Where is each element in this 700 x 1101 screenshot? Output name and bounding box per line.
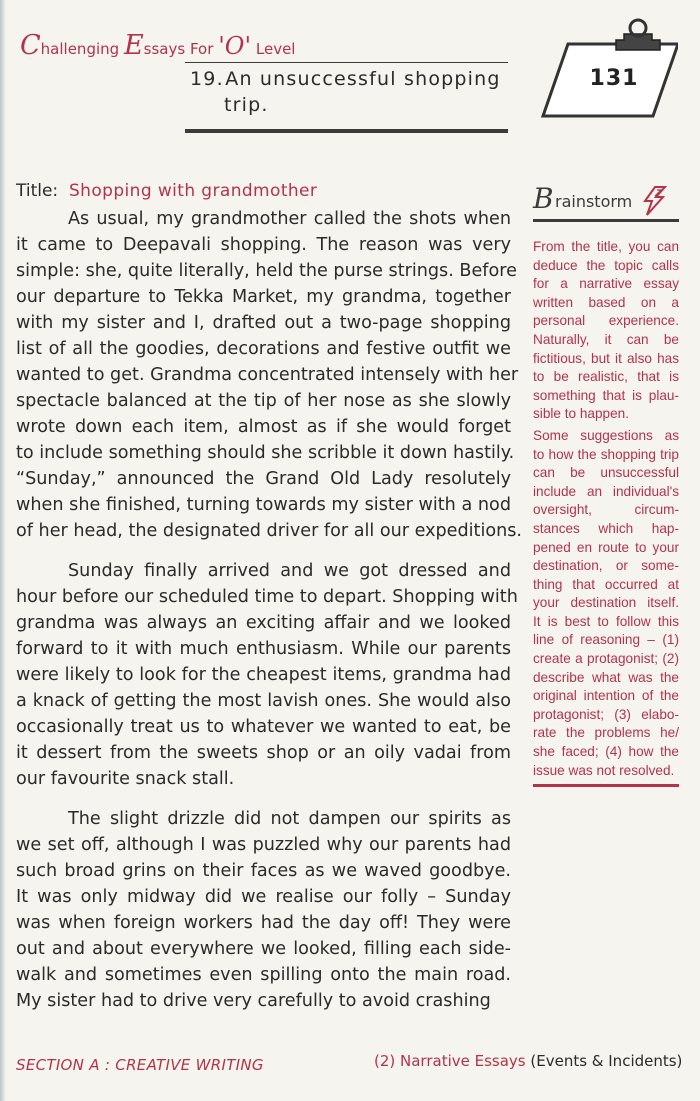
brainstorm-line: describe what was the <box>533 669 679 685</box>
brainstorm-heading <box>533 182 679 220</box>
footer-category <box>374 1052 682 1070</box>
brainstorm-line: written based on a <box>533 294 679 310</box>
brainstorm-paragraph-1 <box>533 238 679 424</box>
brainstorm-line: issue was not resolved. <box>533 762 675 778</box>
text-line: list of all the goodies, decorations and festive outfit we <box>16 339 511 359</box>
footer-category-rest: (Events & Incidents) <box>530 1052 683 1070</box>
text-line: it dessert from the sweets shop or an oily vadai from <box>16 743 511 763</box>
text-line: a knack of getting the most lavish ones. She would also <box>16 691 511 711</box>
text-line: “Sunday,” announced the Grand Old Lady resolutely <box>16 469 511 489</box>
brainstorm-line: rate the problems he/ <box>533 725 679 741</box>
essay-heading <box>190 66 508 118</box>
brainstorm-line: Some suggestions as <box>533 427 679 443</box>
text-line: hour before our scheduled time to depart. Shopping with <box>16 587 518 607</box>
brainstorm-line: protagonist; (3) elabo- <box>533 706 679 722</box>
essay-title-line2: trip. <box>224 94 269 116</box>
brainstorm-line: something that is plau- <box>533 387 679 403</box>
paragraph-1 <box>16 206 523 544</box>
book-title-quote-close: ' <box>244 32 252 60</box>
brainstorm-heading-rest: rainstorm <box>555 192 633 211</box>
book-title <box>20 30 295 61</box>
brainstorm-line: It is best to follow this <box>533 613 679 629</box>
text-line: we set off, although I was puzzled why our parents had <box>16 835 511 855</box>
text-line: our favourite snack stall. <box>16 769 235 789</box>
text-line: As usual, my grandmother called the shots when <box>68 209 511 229</box>
book-title-quote-open: ' <box>218 32 225 60</box>
text-line: Sunday finally arrived and we got dressed and <box>68 561 511 581</box>
text-line: spectacle balanced at the tip of her nose as she slowly <box>16 391 511 411</box>
brainstorm-line: can be unsuccessful <box>533 465 679 481</box>
main-text <box>16 176 523 1028</box>
brainstorm-line: stances which hap- <box>533 520 679 536</box>
lightning-bolt-icon <box>641 186 667 220</box>
brainstorm-line: Naturally, it can be <box>533 331 679 347</box>
title-label: Title: <box>16 181 59 201</box>
essay-number: 19. <box>190 68 224 90</box>
text-line: The slight drizzle did not dampen our spirits as <box>68 809 511 829</box>
text-line: wrote down each item, almost as if she would forget <box>16 417 511 437</box>
book-title-e: E <box>123 30 144 61</box>
book-title-ssays-for: ssays For <box>143 40 214 58</box>
book-title-o: O <box>224 32 245 60</box>
brainstorm-rule <box>533 219 679 222</box>
text-line: grandma was always an exciting affair and we looked <box>16 613 511 633</box>
brainstorm-line: create a protagonist; (2) <box>533 651 679 667</box>
text-line: of her head, the designated driver for all our expeditions. <box>16 521 523 541</box>
brainstorm-line: destination, or some- <box>533 558 679 574</box>
text-line: when she finished, turning towards my sister with a nod <box>16 495 511 515</box>
brainstorm-line: pened en route to your <box>533 539 679 555</box>
brainstorm-line: your destination itself. <box>533 595 679 611</box>
text-line: it came to Deepavali shopping. The reason was very <box>16 235 511 255</box>
text-line: My sister had to drive very carefully to avoid crashing <box>16 991 491 1011</box>
title-value: Shopping with grandmother <box>68 181 318 201</box>
text-line: forward to it with much enthusiasm. While our parents <box>16 639 511 659</box>
essay-title-line <box>16 176 511 206</box>
brainstorm-line: From the title, you can <box>533 239 679 254</box>
text-line: It was only midway did we realise our folly – Sunday <box>16 887 511 907</box>
brainstorm-sidebar <box>533 182 679 787</box>
footer-section: SECTION A : CREATIVE WRITING <box>16 1056 264 1074</box>
essay-title-line1: An unsuccessful shopping <box>225 68 501 90</box>
brainstorm-line: fictitious, but it also has <box>533 350 679 366</box>
brainstorm-line: personal experience. <box>533 313 679 329</box>
text-line: such broad grins on their faces as we waved goodbye. <box>16 861 511 881</box>
text-line: occasionally treat us to whatever we wanted to eat, be <box>16 717 511 737</box>
page-number: 131 <box>589 66 639 91</box>
text-line: was when foreign workers had the day off! They were <box>16 913 511 933</box>
brainstorm-line: include an individual's <box>533 483 679 499</box>
text-line: were likely to look for the cheapest items, grandma had <box>16 665 511 685</box>
book-title-c: C <box>20 30 41 61</box>
brainstorm-paragraph-2 <box>533 427 679 780</box>
text-line: out and about everywhere we looked, filling each side- <box>16 939 511 959</box>
text-line: to include something should she scribble it down hastily. <box>16 443 515 463</box>
book-title-level: Level <box>255 40 296 58</box>
text-line: our departure to Tekka Market, my grandma, together <box>16 287 511 307</box>
book-title-hallenging: hallenging <box>40 40 120 58</box>
page-edge <box>0 0 6 1101</box>
brainstorm-line: to how the shopping trip <box>533 446 679 462</box>
brainstorm-line: oversight, circum- <box>533 502 679 518</box>
heading-rule-bottom <box>185 129 508 133</box>
brainstorm-line: she faced; (4) how the <box>533 744 679 760</box>
brainstorm-line: original intention of the <box>533 688 679 704</box>
brainstorm-end-rule <box>533 784 679 787</box>
paragraph-3 <box>16 806 511 1014</box>
brainstorm-line: for a narrative essay <box>533 276 679 292</box>
text-line: simple: she, quite literally, held the purse strings. Before <box>16 261 517 281</box>
text-line: with my sister and I, drafted out a two-page shopping <box>16 313 511 333</box>
brainstorm-line: thing that occurred at <box>533 576 679 592</box>
footer-category-section: (2) Narrative Essays <box>374 1052 526 1070</box>
brainstorm-line: to be realistic, that is <box>533 369 679 385</box>
heading-rule-top <box>185 62 508 63</box>
text-line: walk and sometimes even spilling onto the main road. <box>16 965 511 985</box>
paragraph-2 <box>16 558 518 792</box>
brainstorm-line: line of reasoning – (1) <box>533 632 679 648</box>
brainstorm-body <box>533 238 679 780</box>
brainstorm-heading-b: B <box>533 182 554 215</box>
text-line: wanted to get. Grandma concentrated intensely with her <box>16 365 519 385</box>
brainstorm-line: sible to happen. <box>533 406 629 422</box>
brainstorm-line: deduce the topic calls <box>533 257 679 273</box>
